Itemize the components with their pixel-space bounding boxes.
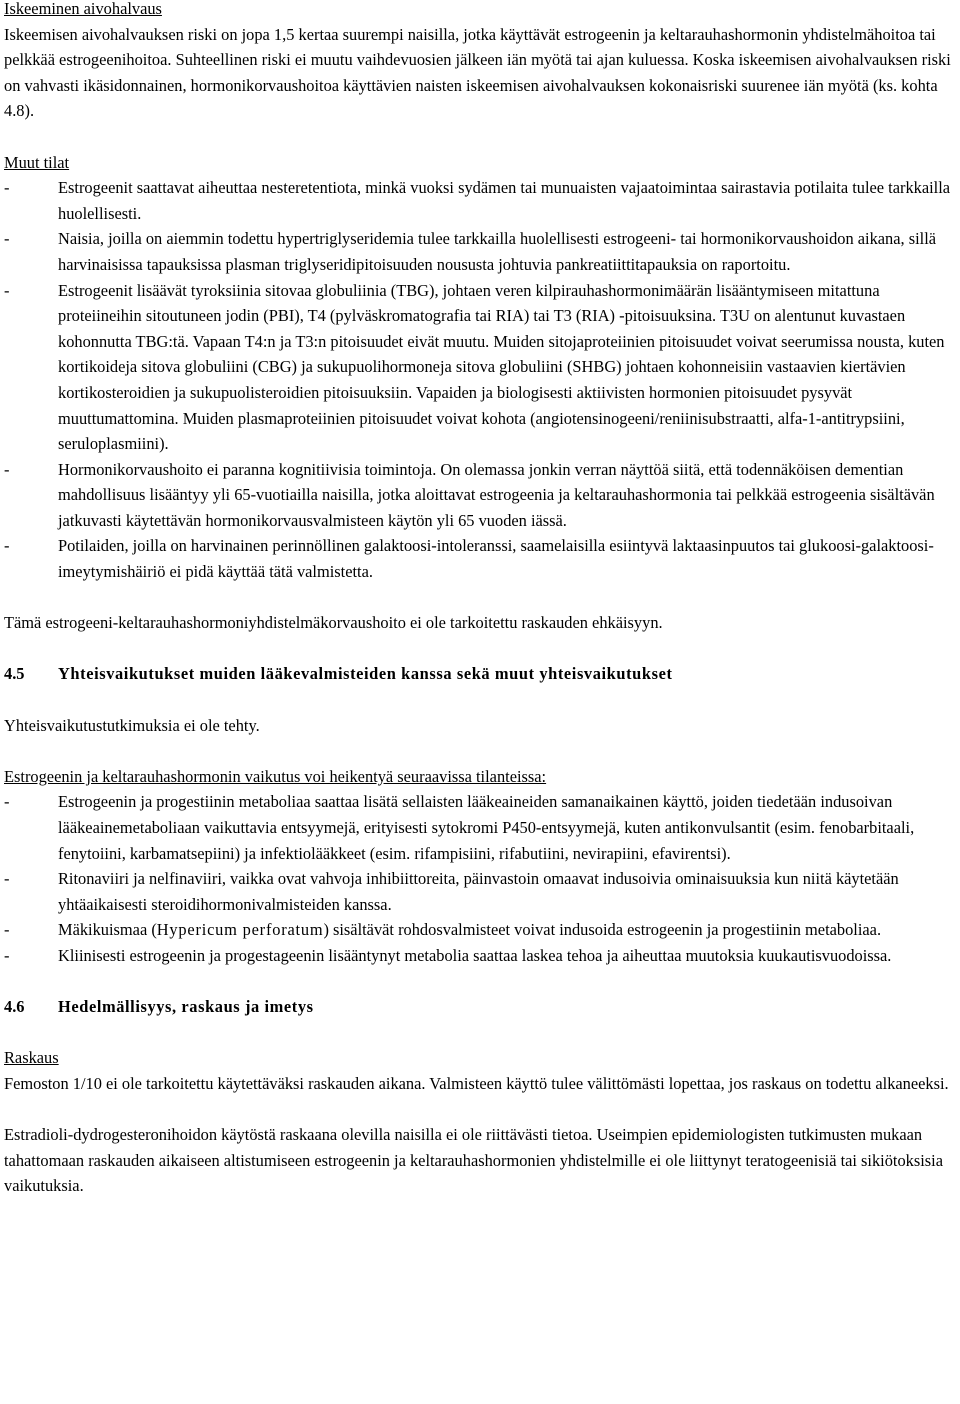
- list-item-text: Estrogeenin ja progestiinin metaboliaa saattaa lisätä sellaisten lääkeaineiden samanaikainen käyttö, joiden tiedetään indusoivan lääkeainemetaboliaan vaikuttavia entsyymejä, erityisesti sytokromi P450-entsyymejä, kuten antikonvulsantit (esim. fenobarbitaali, fenytoiini, karbamatsepiini) ja infektiolääkkeet (esim. rifampisiini, rifabutiini, nevirapiini, efavirentsi).: [58, 792, 915, 863]
- list-item: [4, 278, 956, 457]
- list-item: [4, 226, 956, 277]
- contraception-note: Tämä estrogeeni-keltarauhashormoniyhdistelmäkorvaushoito ei ole tarkoitettu raskauden ehkäisyyn.: [4, 613, 663, 633]
- spacer: [4, 1097, 956, 1123]
- stroke-heading: Iskeeminen aivohalvaus: [4, 0, 162, 18]
- section-number: 4.5: [4, 664, 25, 684]
- spacer: [4, 585, 956, 611]
- other-conditions-list: [4, 175, 956, 585]
- list-item: [4, 175, 956, 226]
- list-dash: -: [4, 945, 10, 965]
- spacer: [4, 738, 956, 764]
- list-item-text: Naisia, joilla on aiemmin todettu hypertriglyseridemia tulee tarkkailla huolellisesti estrogeeni- tai hormonikorvaushoidon aikana, sillä harvinaisissa tapauksissa plasman triglyseridipitoisuuden noususta johtuvia pankreatiittitapauksia on raportoitu.: [58, 229, 937, 274]
- list-dash: -: [4, 792, 10, 812]
- spacer: [4, 636, 956, 662]
- list-item: [4, 457, 956, 534]
- spacer: [4, 687, 956, 713]
- list-item: [4, 943, 956, 969]
- section-4-5-heading: [4, 661, 956, 687]
- pregnancy-subheading: Raskaus: [4, 1048, 59, 1068]
- list-dash: -: [4, 536, 10, 556]
- list-item-text: [58, 920, 881, 939]
- other-conditions-heading: Muut tilat: [4, 152, 70, 172]
- list-dash: -: [4, 920, 10, 940]
- list-dash: -: [4, 280, 10, 300]
- section-4-5-intro: Yhteisvaikutustutkimuksia ei ole tehty.: [4, 715, 260, 735]
- pregnancy-paragraph-2: Estradioli-dydrogesteronihoidon käytöstä raskaana olevilla naisilla ei ole riittävästi tietoa. Useimpien epidemiologisten tutkimusten mukaan tahattomaan raskauden aikaiseen altistumiseen estrogeenin ja keltarauhashormonien yhdistelmille ei ole liittynyt teratogeenisiä tai sikiötoksisia vaikutuksia.: [4, 1125, 944, 1196]
- list-item: [4, 533, 956, 584]
- list-item: [4, 866, 956, 917]
- st-johns-wort-after: ) sisältävät rohdosvalmisteet voivat indusoida estrogeenin ja progestiinin metaboliaa.: [323, 920, 882, 940]
- spacer: [4, 1020, 956, 1046]
- list-dash: -: [4, 459, 10, 479]
- stroke-paragraph: Iskeemisen aivohalvauksen riski on jopa 1,5 kertaa suurempi naisilla, jotka käyttävät estrogeenin ja keltarauhashormonin yhdistelmähoitoa tai pelkkää estrogeenihoitoa. Suhteellinen riski ei muutu vaihdevuosien jälkeen iän myötä tai ajan kuluessa. Koska iskeemisen aivohalvauksen riski on vahvasti ikäsidonnainen, hormonikorvaushoitoa käyttävien naisten iskeemisen aivohalvauksen kokonaisriski suurenee iän myötä (ks. kohta 4.8).: [4, 24, 951, 121]
- section-number: 4.6: [4, 997, 25, 1017]
- list-item-text: Ritonaviiri ja nelfinaviiri, vaikka ovat vahvoja inhibiittoreita, päinvastoin omaavat indusoivia ominaisuuksia kun niitä käytetään yhtäaikaisesti steroidihormonivalmisteiden kanssa.: [58, 869, 899, 914]
- interaction-list: [4, 789, 956, 968]
- spacer: [4, 969, 956, 995]
- list-item: [4, 917, 956, 943]
- list-dash: -: [4, 869, 10, 889]
- spacer: [4, 124, 956, 150]
- document-page: [4, 0, 956, 1199]
- st-johns-wort-before: Mäkikuismaa (: [58, 920, 157, 940]
- section-title: Yhteisvaikutukset muiden lääkevalmisteiden kanssa sekä muut yhteisvaikutukset: [58, 664, 673, 684]
- list-item: [4, 789, 956, 866]
- list-dash: -: [4, 178, 10, 198]
- section-title: Hedelmällisyys, raskaus ja imetys: [58, 997, 314, 1017]
- pregnancy-paragraph-1: Femoston 1/10 ei ole tarkoitettu käytettäväksi raskauden aikana. Valmisteen käyttö tulee välittömästi lopettaa, jos raskaus on todettu alkaneeksi.: [4, 1073, 949, 1093]
- list-dash: -: [4, 229, 10, 249]
- section-4-6-heading: [4, 994, 956, 1020]
- list-item-text: Potilaiden, joilla on harvinainen perinnöllinen galaktoosi-intoleranssi, saamelaisilla esiintyvä laktaasinpuutos tai glukoosi-galaktoosi-imeytymishäiriö ei pidä käyttää tätä valmistetta.: [58, 536, 934, 582]
- list-item-text: Estrogeenit lisäävät tyroksiinia sitovaa globuliinia (TBG), johtaen veren kilpirauhashormonimäärän lisääntymiseen mitattuna proteiineihin sitoutuneen jodin (PBI), T4 (pylväskromatografia tai RIA) tai T3 (RIA) -pitoisuuksina. T3U on alentunut kuvastaen kohonnutta TBG:tä. Vapaan T4:n ja T3:n pitoisuudet eivät muutu. Muiden sitojaproteiinien pitoisuudet voivat seerumissa nousta, kuten kortikoideja sitova globuliini (CBG) ja sukupuolihormoneja sitova globuliini (SHBG) johtaen kohonneisiin vastaavien kiertävien kortikosteroidien ja sukupuolisteroidien pitoisuuksiin. Vapaiden ja biologisesti aktiivisten hormonien pitoisuudet pysyvät muuttumattomina. Muiden plasmaproteiinien pitoisuudet voivat kohota (angiotensinogeeni/reniinisubstraatti, alfa-1-antitrypsiini, seruloplasmiini).: [58, 280, 945, 454]
- list-item-text: Hormonikorvaushoito ei paranna kognitiivisia toimintoja. On olemassa jonkin verran näyttöä siitä, että todennäköisen dementian mahdollisuus lisääntyy yli 65-vuotiailla naisilla, jotka aloittavat estrogeenia ja keltarauhashormonia tai pelkkää estrogeenia sisältävän jatkuvasti käytettävän hormonikorvausvalmisteen käytön yli 65 vuoden iässä.: [58, 459, 935, 530]
- list-item-text: Estrogeenit saattavat aiheuttaa nesteretentiota, minkä vuoksi sydämen tai munuaisten vajaatoimintaa sairastavia potilaita tulee tarkkailla huolellisesti.: [58, 178, 951, 223]
- list-item-text: Kliinisesti estrogeenin ja progestageenin lisääntynyt metabolia saattaa laskea tehoa ja aiheuttaa muutoksia kuukautisvuodoissa.: [58, 945, 892, 965]
- latin-plant-name: Hypericum perforatum: [156, 920, 324, 940]
- interaction-subheading: Estrogeenin ja keltarauhashormonin vaikutus voi heikentyä seuraavissa tilanteissa:: [4, 766, 547, 786]
